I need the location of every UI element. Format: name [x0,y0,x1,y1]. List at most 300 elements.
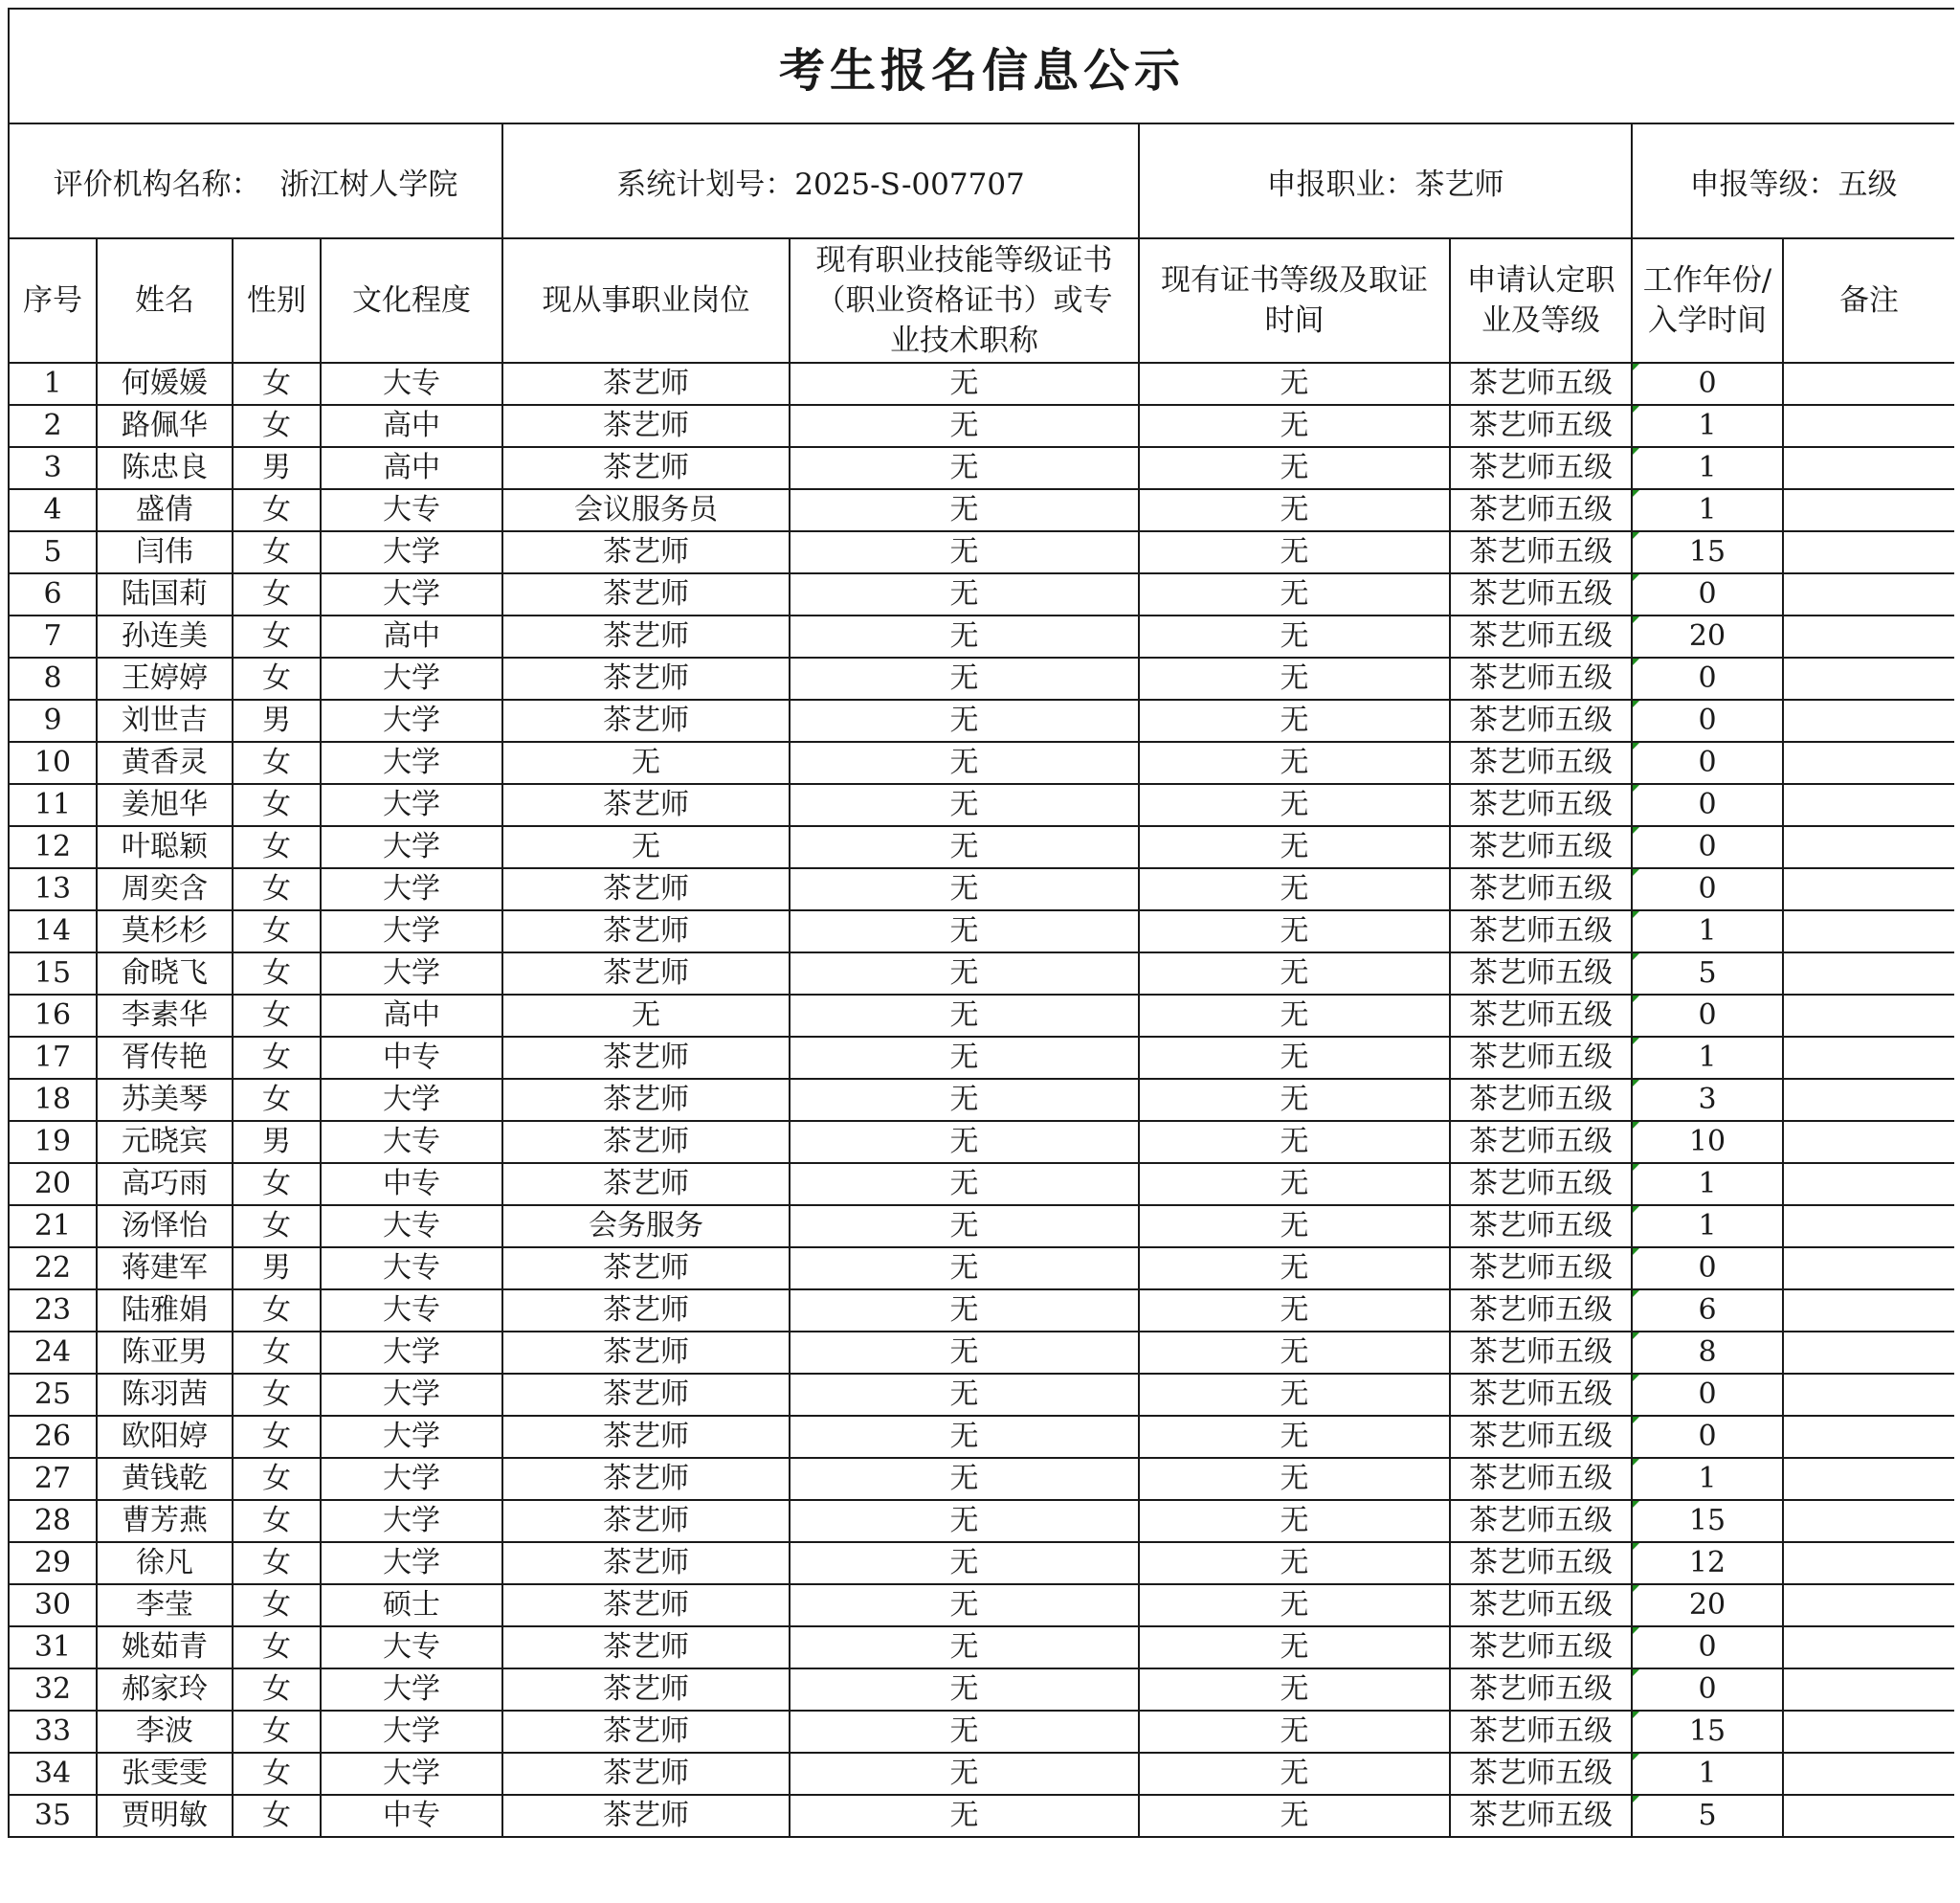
cell-cert-level-date: 无 [1139,363,1450,405]
cell-gender: 女 [233,1205,321,1247]
cell-certificate: 无 [790,742,1139,784]
cell-certificate: 无 [790,952,1139,995]
table-row [9,995,1954,1037]
cell-name: 周奕含 [97,868,233,910]
cell-current-job: 无 [502,995,790,1037]
cell-apply-level: 茶艺师五级 [1450,405,1632,447]
cell-apply-level: 茶艺师五级 [1450,910,1632,952]
cell-remarks [1783,1121,1954,1163]
cell-apply-level: 茶艺师五级 [1450,1289,1632,1332]
cell-cert-level-date: 无 [1139,573,1450,616]
table-row [9,1163,1954,1205]
cell-certificate: 无 [790,1332,1139,1374]
cell-name: 孙连美 [97,616,233,658]
cell-education: 大学 [321,1542,502,1584]
cell-name: 欧阳婷 [97,1416,233,1458]
cell-apply-level: 茶艺师五级 [1450,952,1632,995]
cell-cert-level-date: 无 [1139,1711,1450,1753]
cell-name: 苏美琴 [97,1079,233,1121]
cell-gender: 女 [233,952,321,995]
cell-apply-level: 茶艺师五级 [1450,868,1632,910]
cell-remarks [1783,616,1954,658]
cell-index: 20 [9,1163,97,1205]
cell-cert-level-date: 无 [1139,616,1450,658]
cell-education: 大学 [321,1753,502,1795]
cell-apply-level: 茶艺师五级 [1450,742,1632,784]
cell-education: 大专 [321,1205,502,1247]
cell-apply-level: 茶艺师五级 [1450,1163,1632,1205]
cell-apply-level: 茶艺师五级 [1450,700,1632,742]
cell-index: 1 [9,363,97,405]
col-header-apply-level: 申请认定职业及等级 [1450,238,1632,363]
table-row [9,363,1954,405]
cell-cert-level-date: 无 [1139,910,1450,952]
cell-education: 大学 [321,1332,502,1374]
cell-work-years: 1 [1632,1163,1783,1205]
cell-work-years: 5 [1632,1795,1783,1837]
cell-name: 叶聪颖 [97,826,233,868]
cell-certificate: 无 [790,1037,1139,1079]
cell-remarks [1783,1584,1954,1626]
cell-name: 何媛媛 [97,363,233,405]
cell-current-job: 茶艺师 [502,405,790,447]
cell-cert-level-date: 无 [1139,1205,1450,1247]
cell-work-years: 0 [1632,573,1783,616]
cell-name: 张雯雯 [97,1753,233,1795]
cell-apply-level: 茶艺师五级 [1450,1753,1632,1795]
cell-remarks [1783,1247,1954,1289]
table-row [9,952,1954,995]
cell-gender: 女 [233,826,321,868]
table-row [9,826,1954,868]
table-row [9,868,1954,910]
plan-number: 系统计划号：2025-S-007707 [502,123,1139,238]
cell-education: 大专 [321,1121,502,1163]
cell-current-job: 茶艺师 [502,658,790,700]
cell-name: 陈羽茜 [97,1374,233,1416]
cell-education: 大学 [321,826,502,868]
cell-index: 3 [9,447,97,489]
cell-cert-level-date: 无 [1139,1500,1450,1542]
header-row [9,238,1954,363]
cell-remarks [1783,826,1954,868]
cell-remarks [1783,995,1954,1037]
cell-name: 元晓宾 [97,1121,233,1163]
cell-current-job: 茶艺师 [502,1416,790,1458]
cell-gender: 女 [233,910,321,952]
cell-current-job: 茶艺师 [502,1584,790,1626]
cell-name: 陈忠良 [97,447,233,489]
col-header-education: 文化程度 [321,238,502,363]
table-row [9,1205,1954,1247]
info-row [9,123,1954,238]
cell-work-years: 0 [1632,784,1783,826]
cell-index: 30 [9,1584,97,1626]
cell-education: 大学 [321,658,502,700]
cell-education: 大学 [321,742,502,784]
cell-education: 大学 [321,784,502,826]
cell-cert-level-date: 无 [1139,742,1450,784]
cell-work-years: 12 [1632,1542,1783,1584]
col-header-cert-level-date: 现有证书等级及取证时间 [1139,238,1450,363]
cell-certificate: 无 [790,784,1139,826]
cell-gender: 女 [233,1079,321,1121]
table-row [9,1037,1954,1079]
cell-certificate: 无 [790,447,1139,489]
page-title: 考生报名信息公示 [9,9,1954,123]
cell-cert-level-date: 无 [1139,1121,1450,1163]
cell-certificate: 无 [790,1163,1139,1205]
cell-index: 29 [9,1542,97,1584]
cell-gender: 女 [233,405,321,447]
table-row [9,1584,1954,1626]
cell-work-years: 1 [1632,405,1783,447]
cell-apply-level: 茶艺师五级 [1450,1584,1632,1626]
cell-gender: 男 [233,1247,321,1289]
cell-remarks [1783,1416,1954,1458]
cell-certificate: 无 [790,1795,1139,1837]
cell-certificate: 无 [790,1542,1139,1584]
cell-certificate: 无 [790,1289,1139,1332]
cell-cert-level-date: 无 [1139,447,1450,489]
cell-name: 贾明敏 [97,1795,233,1837]
cell-name: 陆雅娟 [97,1289,233,1332]
cell-index: 5 [9,531,97,573]
cell-current-job: 茶艺师 [502,363,790,405]
cell-cert-level-date: 无 [1139,995,1450,1037]
cell-apply-level: 茶艺师五级 [1450,1711,1632,1753]
cell-gender: 女 [233,1542,321,1584]
cell-cert-level-date: 无 [1139,952,1450,995]
cell-work-years: 15 [1632,1500,1783,1542]
cell-index: 4 [9,489,97,531]
cell-current-job: 茶艺师 [502,1079,790,1121]
table-row [9,1500,1954,1542]
registration-table [8,8,1954,1838]
cell-index: 13 [9,868,97,910]
cell-name: 姚茹青 [97,1626,233,1668]
cell-cert-level-date: 无 [1139,1795,1450,1837]
cell-current-job: 茶艺师 [502,1753,790,1795]
table-row [9,742,1954,784]
cell-work-years: 15 [1632,531,1783,573]
cell-education: 大学 [321,952,502,995]
col-header-index: 序号 [9,238,97,363]
cell-name: 黄钱乾 [97,1458,233,1500]
col-header-remarks: 备注 [1783,238,1954,363]
cell-name: 路佩华 [97,405,233,447]
cell-cert-level-date: 无 [1139,826,1450,868]
cell-name: 蒋建军 [97,1247,233,1289]
cell-gender: 女 [233,1458,321,1500]
cell-current-job: 茶艺师 [502,1711,790,1753]
cell-education: 大学 [321,531,502,573]
cell-apply-level: 茶艺师五级 [1450,1668,1632,1711]
table-row [9,910,1954,952]
cell-index: 2 [9,405,97,447]
cell-apply-level: 茶艺师五级 [1450,1500,1632,1542]
cell-current-job: 茶艺师 [502,1374,790,1416]
cell-certificate: 无 [790,1753,1139,1795]
cell-apply-level: 茶艺师五级 [1450,784,1632,826]
cell-certificate: 无 [790,1584,1139,1626]
cell-work-years: 0 [1632,868,1783,910]
cell-index: 10 [9,742,97,784]
cell-remarks [1783,531,1954,573]
cell-index: 9 [9,700,97,742]
cell-remarks [1783,1500,1954,1542]
col-header-work-years: 工作年份/入学时间 [1632,238,1783,363]
cell-index: 27 [9,1458,97,1500]
cell-name: 李莹 [97,1584,233,1626]
cell-current-job: 茶艺师 [502,1332,790,1374]
cell-index: 16 [9,995,97,1037]
cell-work-years: 0 [1632,1247,1783,1289]
cell-certificate: 无 [790,1247,1139,1289]
cell-gender: 女 [233,1584,321,1626]
cell-cert-level-date: 无 [1139,1289,1450,1332]
cell-certificate: 无 [790,1416,1139,1458]
cell-remarks [1783,1205,1954,1247]
cell-education: 大学 [321,1416,502,1458]
cell-index: 25 [9,1374,97,1416]
cell-apply-level: 茶艺师五级 [1450,1247,1632,1289]
cell-current-job: 无 [502,742,790,784]
cell-name: 莫杉杉 [97,910,233,952]
cell-remarks [1783,1163,1954,1205]
cell-cert-level-date: 无 [1139,700,1450,742]
cell-apply-level: 茶艺师五级 [1450,658,1632,700]
cell-certificate: 无 [790,1711,1139,1753]
cell-certificate: 无 [790,1121,1139,1163]
cell-name: 陆国莉 [97,573,233,616]
cell-remarks [1783,952,1954,995]
cell-education: 大学 [321,910,502,952]
cell-work-years: 0 [1632,826,1783,868]
cell-apply-level: 茶艺师五级 [1450,1332,1632,1374]
cell-index: 32 [9,1668,97,1711]
cell-work-years: 1 [1632,1753,1783,1795]
cell-gender: 女 [233,1668,321,1711]
cell-remarks [1783,1542,1954,1584]
cell-index: 35 [9,1795,97,1837]
cell-remarks [1783,405,1954,447]
cell-education: 中专 [321,1795,502,1837]
cell-gender: 女 [233,1163,321,1205]
cell-current-job: 茶艺师 [502,1795,790,1837]
cell-cert-level-date: 无 [1139,1247,1450,1289]
cell-certificate: 无 [790,1626,1139,1668]
table-row [9,405,1954,447]
declared-level: 申报等级：五级 [1632,123,1954,238]
cell-certificate: 无 [790,573,1139,616]
cell-cert-level-date: 无 [1139,784,1450,826]
cell-remarks [1783,1332,1954,1374]
cell-current-job: 茶艺师 [502,531,790,573]
cell-current-job: 茶艺师 [502,700,790,742]
cell-remarks [1783,1458,1954,1500]
cell-work-years: 0 [1632,1668,1783,1711]
table-row [9,531,1954,573]
cell-current-job: 茶艺师 [502,447,790,489]
cell-index: 14 [9,910,97,952]
cell-education: 大专 [321,1626,502,1668]
cell-education: 中专 [321,1163,502,1205]
cell-apply-level: 茶艺师五级 [1450,489,1632,531]
cell-education: 高中 [321,405,502,447]
cell-apply-level: 茶艺师五级 [1450,1795,1632,1837]
cell-apply-level: 茶艺师五级 [1450,1374,1632,1416]
cell-index: 7 [9,616,97,658]
cell-education: 大专 [321,1289,502,1332]
cell-gender: 女 [233,1753,321,1795]
cell-cert-level-date: 无 [1139,1458,1450,1500]
cell-gender: 女 [233,1500,321,1542]
cell-current-job: 茶艺师 [502,1037,790,1079]
col-header-gender: 性别 [233,238,321,363]
cell-certificate: 无 [790,1079,1139,1121]
cell-current-job: 茶艺师 [502,1458,790,1500]
cell-current-job: 无 [502,826,790,868]
cell-apply-level: 茶艺师五级 [1450,531,1632,573]
cell-current-job: 茶艺师 [502,1542,790,1584]
cell-work-years: 0 [1632,1626,1783,1668]
cell-cert-level-date: 无 [1139,1079,1450,1121]
cell-gender: 男 [233,1121,321,1163]
cell-education: 大学 [321,1079,502,1121]
cell-certificate: 无 [790,531,1139,573]
col-header-name: 姓名 [97,238,233,363]
cell-work-years: 1 [1632,910,1783,952]
cell-work-years: 20 [1632,616,1783,658]
cell-remarks [1783,1711,1954,1753]
cell-remarks [1783,1753,1954,1795]
cell-current-job: 茶艺师 [502,952,790,995]
col-header-certificate: 现有职业技能等级证书（职业资格证书）或专业技术职称 [790,238,1139,363]
cell-certificate: 无 [790,1374,1139,1416]
cell-gender: 男 [233,700,321,742]
cell-current-job: 茶艺师 [502,1247,790,1289]
cell-work-years: 20 [1632,1584,1783,1626]
cell-name: 徐凡 [97,1542,233,1584]
cell-remarks [1783,868,1954,910]
cell-name: 闫伟 [97,531,233,573]
cell-apply-level: 茶艺师五级 [1450,1542,1632,1584]
cell-certificate: 无 [790,405,1139,447]
cell-cert-level-date: 无 [1139,868,1450,910]
cell-certificate: 无 [790,658,1139,700]
cell-cert-level-date: 无 [1139,658,1450,700]
cell-remarks [1783,1079,1954,1121]
cell-cert-level-date: 无 [1139,1542,1450,1584]
table-row [9,1795,1954,1837]
cell-current-job: 茶艺师 [502,1121,790,1163]
cell-name: 李素华 [97,995,233,1037]
cell-remarks [1783,1374,1954,1416]
cell-certificate: 无 [790,995,1139,1037]
table-row [9,1374,1954,1416]
cell-education: 大专 [321,1247,502,1289]
table-row [9,1079,1954,1121]
table-row [9,1753,1954,1795]
cell-cert-level-date: 无 [1139,1753,1450,1795]
cell-apply-level: 茶艺师五级 [1450,573,1632,616]
title-row [9,9,1954,123]
cell-remarks [1783,658,1954,700]
cell-gender: 女 [233,1374,321,1416]
cell-certificate: 无 [790,826,1139,868]
cell-current-job: 茶艺师 [502,784,790,826]
cell-certificate: 无 [790,910,1139,952]
cell-work-years: 0 [1632,1374,1783,1416]
cell-gender: 女 [233,616,321,658]
cell-current-job: 茶艺师 [502,573,790,616]
cell-remarks [1783,1668,1954,1711]
cell-current-job: 会议服务员 [502,489,790,531]
cell-remarks [1783,910,1954,952]
cell-remarks [1783,1626,1954,1668]
cell-apply-level: 茶艺师五级 [1450,616,1632,658]
cell-index: 26 [9,1416,97,1458]
cell-current-job: 茶艺师 [502,1163,790,1205]
cell-current-job: 茶艺师 [502,910,790,952]
cell-gender: 男 [233,447,321,489]
cell-work-years: 0 [1632,742,1783,784]
table-row [9,784,1954,826]
cell-remarks [1783,1795,1954,1837]
cell-gender: 女 [233,1711,321,1753]
cell-name: 黄香灵 [97,742,233,784]
cell-education: 大学 [321,573,502,616]
cell-name: 王婷婷 [97,658,233,700]
cell-work-years: 1 [1632,447,1783,489]
cell-index: 12 [9,826,97,868]
cell-index: 11 [9,784,97,826]
cell-gender: 女 [233,784,321,826]
cell-remarks [1783,1289,1954,1332]
cell-education: 大学 [321,1458,502,1500]
cell-remarks [1783,700,1954,742]
cell-work-years: 10 [1632,1121,1783,1163]
cell-gender: 女 [233,868,321,910]
cell-gender: 女 [233,531,321,573]
table-row [9,1247,1954,1289]
cell-education: 高中 [321,447,502,489]
cell-current-job: 会务服务 [502,1205,790,1247]
cell-work-years: 0 [1632,995,1783,1037]
cell-work-years: 1 [1632,1458,1783,1500]
cell-apply-level: 茶艺师五级 [1450,1626,1632,1668]
cell-education: 大专 [321,489,502,531]
cell-index: 31 [9,1626,97,1668]
table-row [9,1626,1954,1668]
cell-remarks [1783,489,1954,531]
cell-current-job: 茶艺师 [502,868,790,910]
cell-cert-level-date: 无 [1139,1332,1450,1374]
cell-name: 陈亚男 [97,1332,233,1374]
table-row [9,1416,1954,1458]
cell-certificate: 无 [790,363,1139,405]
cell-gender: 女 [233,573,321,616]
cell-certificate: 无 [790,1668,1139,1711]
cell-index: 28 [9,1500,97,1542]
cell-certificate: 无 [790,489,1139,531]
cell-name: 姜旭华 [97,784,233,826]
cell-work-years: 1 [1632,1037,1783,1079]
table-row [9,1121,1954,1163]
cell-current-job: 茶艺师 [502,1289,790,1332]
table-row [9,1289,1954,1332]
